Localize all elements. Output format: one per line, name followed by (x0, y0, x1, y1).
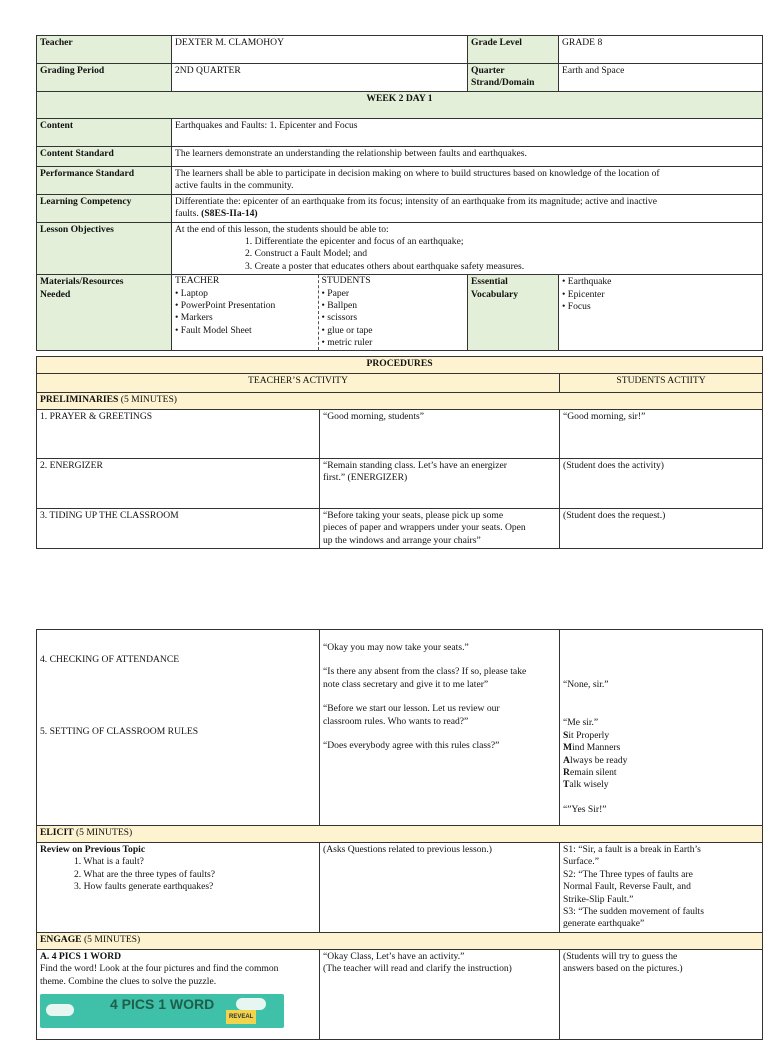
attendance-rules-teacher: “Okay you may now take your seats.” “Is there any absent from the class? If so, please take note class secretary and give it to me later” “Before we start our lesson. Let us review our classroom rules. Who wants to read?” “Does everybody agree with this rules class?” (320, 630, 560, 826)
rule-item: Sit Properly (563, 729, 610, 741)
engage-student: (Students will try to guess the answers based on the pictures.) (560, 949, 763, 1039)
teacher-activity-header: TEACHER’S ACTIVITY (37, 374, 560, 393)
attendance-step: 4. CHECKING OF ATTENDANCE (40, 654, 180, 665)
elicit-heading: ELICIT (5 MINUTES) (37, 826, 763, 843)
quarter-value: Earth and Space (559, 64, 763, 92)
review-student: S1: “Sir, a fault is a break in Earth’s Surface.” S2: “The Three types of faults are Normal Fault, Reverse Fault, and Strike-Slip Fault.” S3: “The sudden movement of faults generate earthquake” (560, 843, 763, 933)
tidying-step: 3. TIDING UP THE CLASSROOM (37, 509, 320, 549)
rule-item: Remain silent (563, 767, 617, 779)
vocabulary-label: Essential Vocabulary (468, 275, 559, 350)
objectives-value: At the end of this lesson, the students should be able to: 1. Differentiate the epicenter and focus of an earthquake; 2. Construct a Fault Model; and 3. Create a poster that educates others about earthquake safety measures. (172, 222, 763, 275)
attendance-rules-steps (37, 630, 320, 826)
teacher-label: Teacher (37, 36, 172, 64)
competency-code: (S8ES-IIa-14) (201, 208, 258, 220)
teacher-value: DEXTER M. CLAMOHOY (172, 36, 468, 64)
content-label: Content (37, 119, 172, 147)
engage-heading: ENGAGE (5 MINUTES) (37, 932, 763, 949)
engage-cell: A. 4 PICS 1 WORD Find the word! Look at the four pictures and find the common theme. Combine the clues to solve the puzzle. 4 PICS 1 WORD REVEAL (37, 949, 320, 1039)
prayer-teacher: “Good morning, students” (320, 410, 560, 459)
four-pics-one-word-banner (40, 994, 284, 1028)
quarter-label: Quarter Strand/Domain (468, 64, 559, 92)
objectives-label: Lesson Objectives (37, 222, 172, 275)
cloud-icon (236, 998, 266, 1010)
rules-step: 5. SETTING OF CLASSROOM RULES (40, 726, 199, 738)
materials-value (172, 275, 468, 350)
lesson-info-table (36, 35, 763, 351)
procedures-title: PROCEDURES (37, 357, 763, 374)
review-teacher: (Asks Questions related to previous lesson.) (320, 843, 560, 933)
objective-item: 1. Differentiate the epicenter and focus of an earthquake; (245, 236, 464, 248)
objective-item: 2. Construct a Fault Model; and (245, 248, 368, 260)
student-materials: STUDENTS • Paper • Ballpen • scissors • glue or tape • metric ruler (318, 275, 465, 349)
energizer-step: 2. ENERGIZER (37, 459, 320, 509)
prayer-step: 1. PRAYER & GREETINGS (37, 410, 320, 459)
performance-standard-value: The learners shall be able to participate in decision making on where to build structures based on knowledge of the location of active faults in the community. (172, 167, 763, 195)
competency-value: Differentiate the: epicenter of an earthquake from its focus; intensity of an earthquake from its magnitude; active and inactive faults. (S8ES-IIa-14) (172, 194, 763, 222)
reveal-badge: REVEAL (226, 1010, 256, 1024)
grading-period-label: Grading Period (37, 64, 172, 92)
materials-label: Materials/Resources Needed (37, 275, 172, 350)
performance-standard-label: Performance Standard (37, 167, 172, 195)
review-cell: Review on Previous Topic 1. What is a fault? 2. What are the three types of faults? 3. How faults generate earthquakes? (37, 843, 320, 933)
objective-item: 3. Create a poster that educates others about earthquake safety measures. (245, 260, 525, 272)
vocabulary-value: • Earthquake • Epicenter • Focus (559, 275, 763, 350)
banner-title: 4 PICS 1 WORD (110, 996, 215, 1013)
week-day-heading: WEEK 2 DAY 1 (37, 92, 763, 119)
energizer-student: (Student does the activity) (560, 459, 763, 509)
content-value: Earthquakes and Faults: 1. Epicenter and Focus (172, 119, 763, 147)
energizer-teacher: “Remain standing class. Let’s have an energizer first.” (ENERGIZER) (320, 459, 560, 509)
tidying-teacher: “Before taking your seats, please pick up some pieces of paper and wrappers under your seats. Open up the windows and arrange your chairs” (320, 509, 560, 549)
procedures-continued-table (36, 629, 763, 1040)
engage-teacher: “Okay Class, Let’s have an activity.” (The teacher will read and clarify the instruction) (320, 949, 560, 1039)
content-standard-value: The learners demonstrate an understanding the relationship between faults and earthquakes. (172, 147, 763, 167)
grade-level-label: Grade Level (468, 36, 559, 64)
teacher-materials: TEACHER • Laptop • PowerPoint Presentation • Markers • Fault Model Sheet (175, 275, 276, 336)
rule-item: Always be ready (563, 754, 628, 766)
preliminaries-heading: PRELIMINARIES (5 MINUTES) (37, 393, 763, 410)
grading-period-value: 2ND QUARTER (172, 64, 468, 92)
cloud-icon (46, 1004, 74, 1016)
tidying-student: (Student does the request.) (560, 509, 763, 549)
prayer-student: “Good morning, sir!” (560, 410, 763, 459)
grade-level-value: GRADE 8 (559, 36, 763, 64)
attendance-rules-student: “None, sir.” “Me sir.” Sit Properly Mind Manners Always be ready Remain silent Talk wisely “”Yes Sir!” (560, 630, 763, 826)
content-standard-label: Content Standard (37, 147, 172, 167)
competency-label: Learning Competency (37, 194, 172, 222)
procedures-table (36, 356, 763, 549)
rule-item: Mind Manners (563, 742, 621, 754)
rule-item: Talk wisely (563, 779, 609, 791)
student-activity-header: STUDENTS ACTIITY (560, 374, 763, 393)
